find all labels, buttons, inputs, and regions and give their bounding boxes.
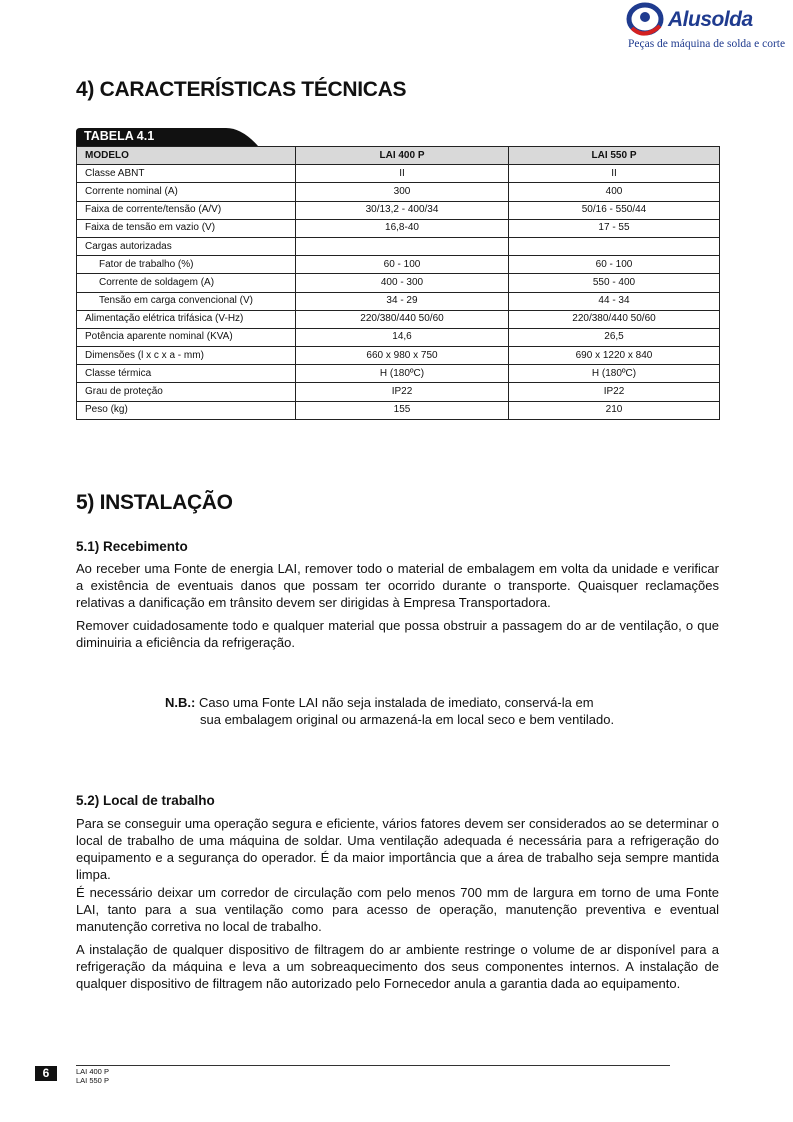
footer-model: LAI 550 P xyxy=(76,1076,109,1085)
value-cell xyxy=(296,237,509,255)
nb-label: N.B.: xyxy=(165,695,196,710)
value-cell: 34 - 29 xyxy=(296,292,509,310)
row-label-cell: Tensão em carga convencional (V) xyxy=(77,292,296,310)
header-cell: LAI 550 P xyxy=(509,147,720,165)
row-label-cell: Dimensões (l x c x a - mm) xyxy=(77,347,296,365)
value-cell: 155 xyxy=(296,401,509,419)
paragraph: Remover cuidadosamente todo e qualquer material que possa obstruir a passagem do ar de ventilação, o que diminuiria a eficiência da refrigeração. xyxy=(76,618,719,650)
subsection-5-2-title: 5.2) Local de trabalho xyxy=(76,793,215,808)
paragraph: Para se conseguir uma operação segura e eficiente, vários fatores devem ser considerados ao se determinar o local de trabalho de uma máquina de soldar. Uma ventilação adequada é necessária para a refrigeração do equipamento e a segurança do operador. É da maior importância que a área de trabalho seja sempre mantida limpa. xyxy=(76,816,719,882)
subsection-5-1-title: 5.1) Recebimento xyxy=(76,539,188,554)
value-cell: 220/380/440 50/60 xyxy=(296,310,509,328)
value-cell: 26,5 xyxy=(509,328,720,346)
value-cell: 400 xyxy=(509,183,720,201)
row-label-cell: Faixa de corrente/tensão (A/V) xyxy=(77,201,296,219)
value-cell: 60 - 100 xyxy=(296,256,509,274)
value-cell: H (180ºC) xyxy=(296,365,509,383)
table-row xyxy=(77,165,720,183)
table-row xyxy=(77,401,720,419)
brand-logo xyxy=(624,2,786,58)
table-row xyxy=(77,237,720,255)
table-row xyxy=(77,365,720,383)
value-cell: IP22 xyxy=(296,383,509,401)
row-label-cell: Grau de proteção xyxy=(77,383,296,401)
table-row xyxy=(77,219,720,237)
nb-text-line2: sua embalagem original ou armazená-la em local seco e bem ventilado. xyxy=(200,712,615,727)
value-cell: IP22 xyxy=(509,383,720,401)
row-label-cell: Potência aparente nominal (KVA) xyxy=(77,328,296,346)
row-label-cell: Cargas autorizadas xyxy=(77,237,296,255)
value-cell: II xyxy=(509,165,720,183)
row-label-cell: Classe ABNT xyxy=(77,165,296,183)
value-cell: H (180ºC) xyxy=(509,365,720,383)
logo-swirl-icon xyxy=(626,2,670,38)
nb-note xyxy=(165,694,645,728)
brand-tagline: Peças de máquina de solda e corte xyxy=(628,38,786,50)
table-row xyxy=(77,310,720,328)
value-cell: 660 x 980 x 750 xyxy=(296,347,509,365)
row-label-cell: Classe térmica xyxy=(77,365,296,383)
header-cell: LAI 400 P xyxy=(296,147,509,165)
header-cell: MODELO xyxy=(77,147,296,165)
row-label-cell: Fator de trabalho (%) xyxy=(77,256,296,274)
footer-rule xyxy=(76,1065,670,1066)
brand-name: Alusolda xyxy=(668,8,753,31)
paragraph: A instalação de qualquer dispositivo de filtragem do ar ambiente restringe o volume de ar disponível para a refrigeração da máquina e leva a um sobreaquecimento dos seus componentes internos. A instalação de qualquer dispositivo de filtragem não autorizado pelo Fornecedor anula a garantia dada ao equipamento. xyxy=(76,942,719,991)
paragraph: É necessário deixar um corredor de circulação com pelo menos 700 mm de largura em torno de uma Fonte LAI, tanto para a sua ventilação como para acesso de operação, manutenção preventiva e eventual manutenção corretiva no local de trabalho. xyxy=(76,885,719,934)
table-row xyxy=(77,347,720,365)
row-label-cell: Corrente nominal (A) xyxy=(77,183,296,201)
paragraph: Ao receber uma Fonte de energia LAI, remover todo o material de embalagem em volta da unidade e verificar a existência de eventuais danos que possam ter ocorrido durante o transporte. Quaisquer reclamações relativas a danificação em trânsito devem ser dirigidas à Empresa Transportadora. xyxy=(76,561,719,610)
table-header-row xyxy=(77,147,720,165)
table-label: TABELA 4.1 xyxy=(84,129,155,143)
table-label-tab xyxy=(76,128,258,146)
nb-text-line1: Caso uma Fonte LAI não seja instalada de imediato, conservá-la em xyxy=(198,695,594,710)
value-cell: 16,8-40 xyxy=(296,219,509,237)
footer-model: LAI 400 P xyxy=(76,1067,109,1076)
value-cell: 550 - 400 xyxy=(509,274,720,292)
value-cell: 17 - 55 xyxy=(509,219,720,237)
value-cell: 300 xyxy=(296,183,509,201)
table-row xyxy=(77,274,720,292)
value-cell: 30/13,2 - 400/34 xyxy=(296,201,509,219)
value-cell: 50/16 - 550/44 xyxy=(509,201,720,219)
table-row xyxy=(77,328,720,346)
value-cell: 60 - 100 xyxy=(509,256,720,274)
table-row xyxy=(77,256,720,274)
section-4-title: 4) CARACTERÍSTICAS TÉCNICAS xyxy=(76,78,407,101)
value-cell: 400 - 300 xyxy=(296,274,509,292)
value-cell: 210 xyxy=(509,401,720,419)
row-label-cell: Corrente de soldagem (A) xyxy=(77,274,296,292)
value-cell: 44 - 34 xyxy=(509,292,720,310)
page-number: 6 xyxy=(35,1066,57,1081)
row-label-cell: Faixa de tensão em vazio (V) xyxy=(77,219,296,237)
value-cell: 14,6 xyxy=(296,328,509,346)
value-cell xyxy=(509,237,720,255)
spec-table xyxy=(76,146,720,420)
table-row xyxy=(77,292,720,310)
value-cell: 220/380/440 50/60 xyxy=(509,310,720,328)
section-5-title: 5) INSTALAÇÃO xyxy=(76,491,233,514)
row-label-cell: Alimentação elétrica trifásica (V-Hz) xyxy=(77,310,296,328)
row-label-cell: Peso (kg) xyxy=(77,401,296,419)
table-row xyxy=(77,183,720,201)
table-row xyxy=(77,383,720,401)
table-row xyxy=(77,201,720,219)
value-cell: 690 x 1220 x 840 xyxy=(509,347,720,365)
value-cell: II xyxy=(296,165,509,183)
